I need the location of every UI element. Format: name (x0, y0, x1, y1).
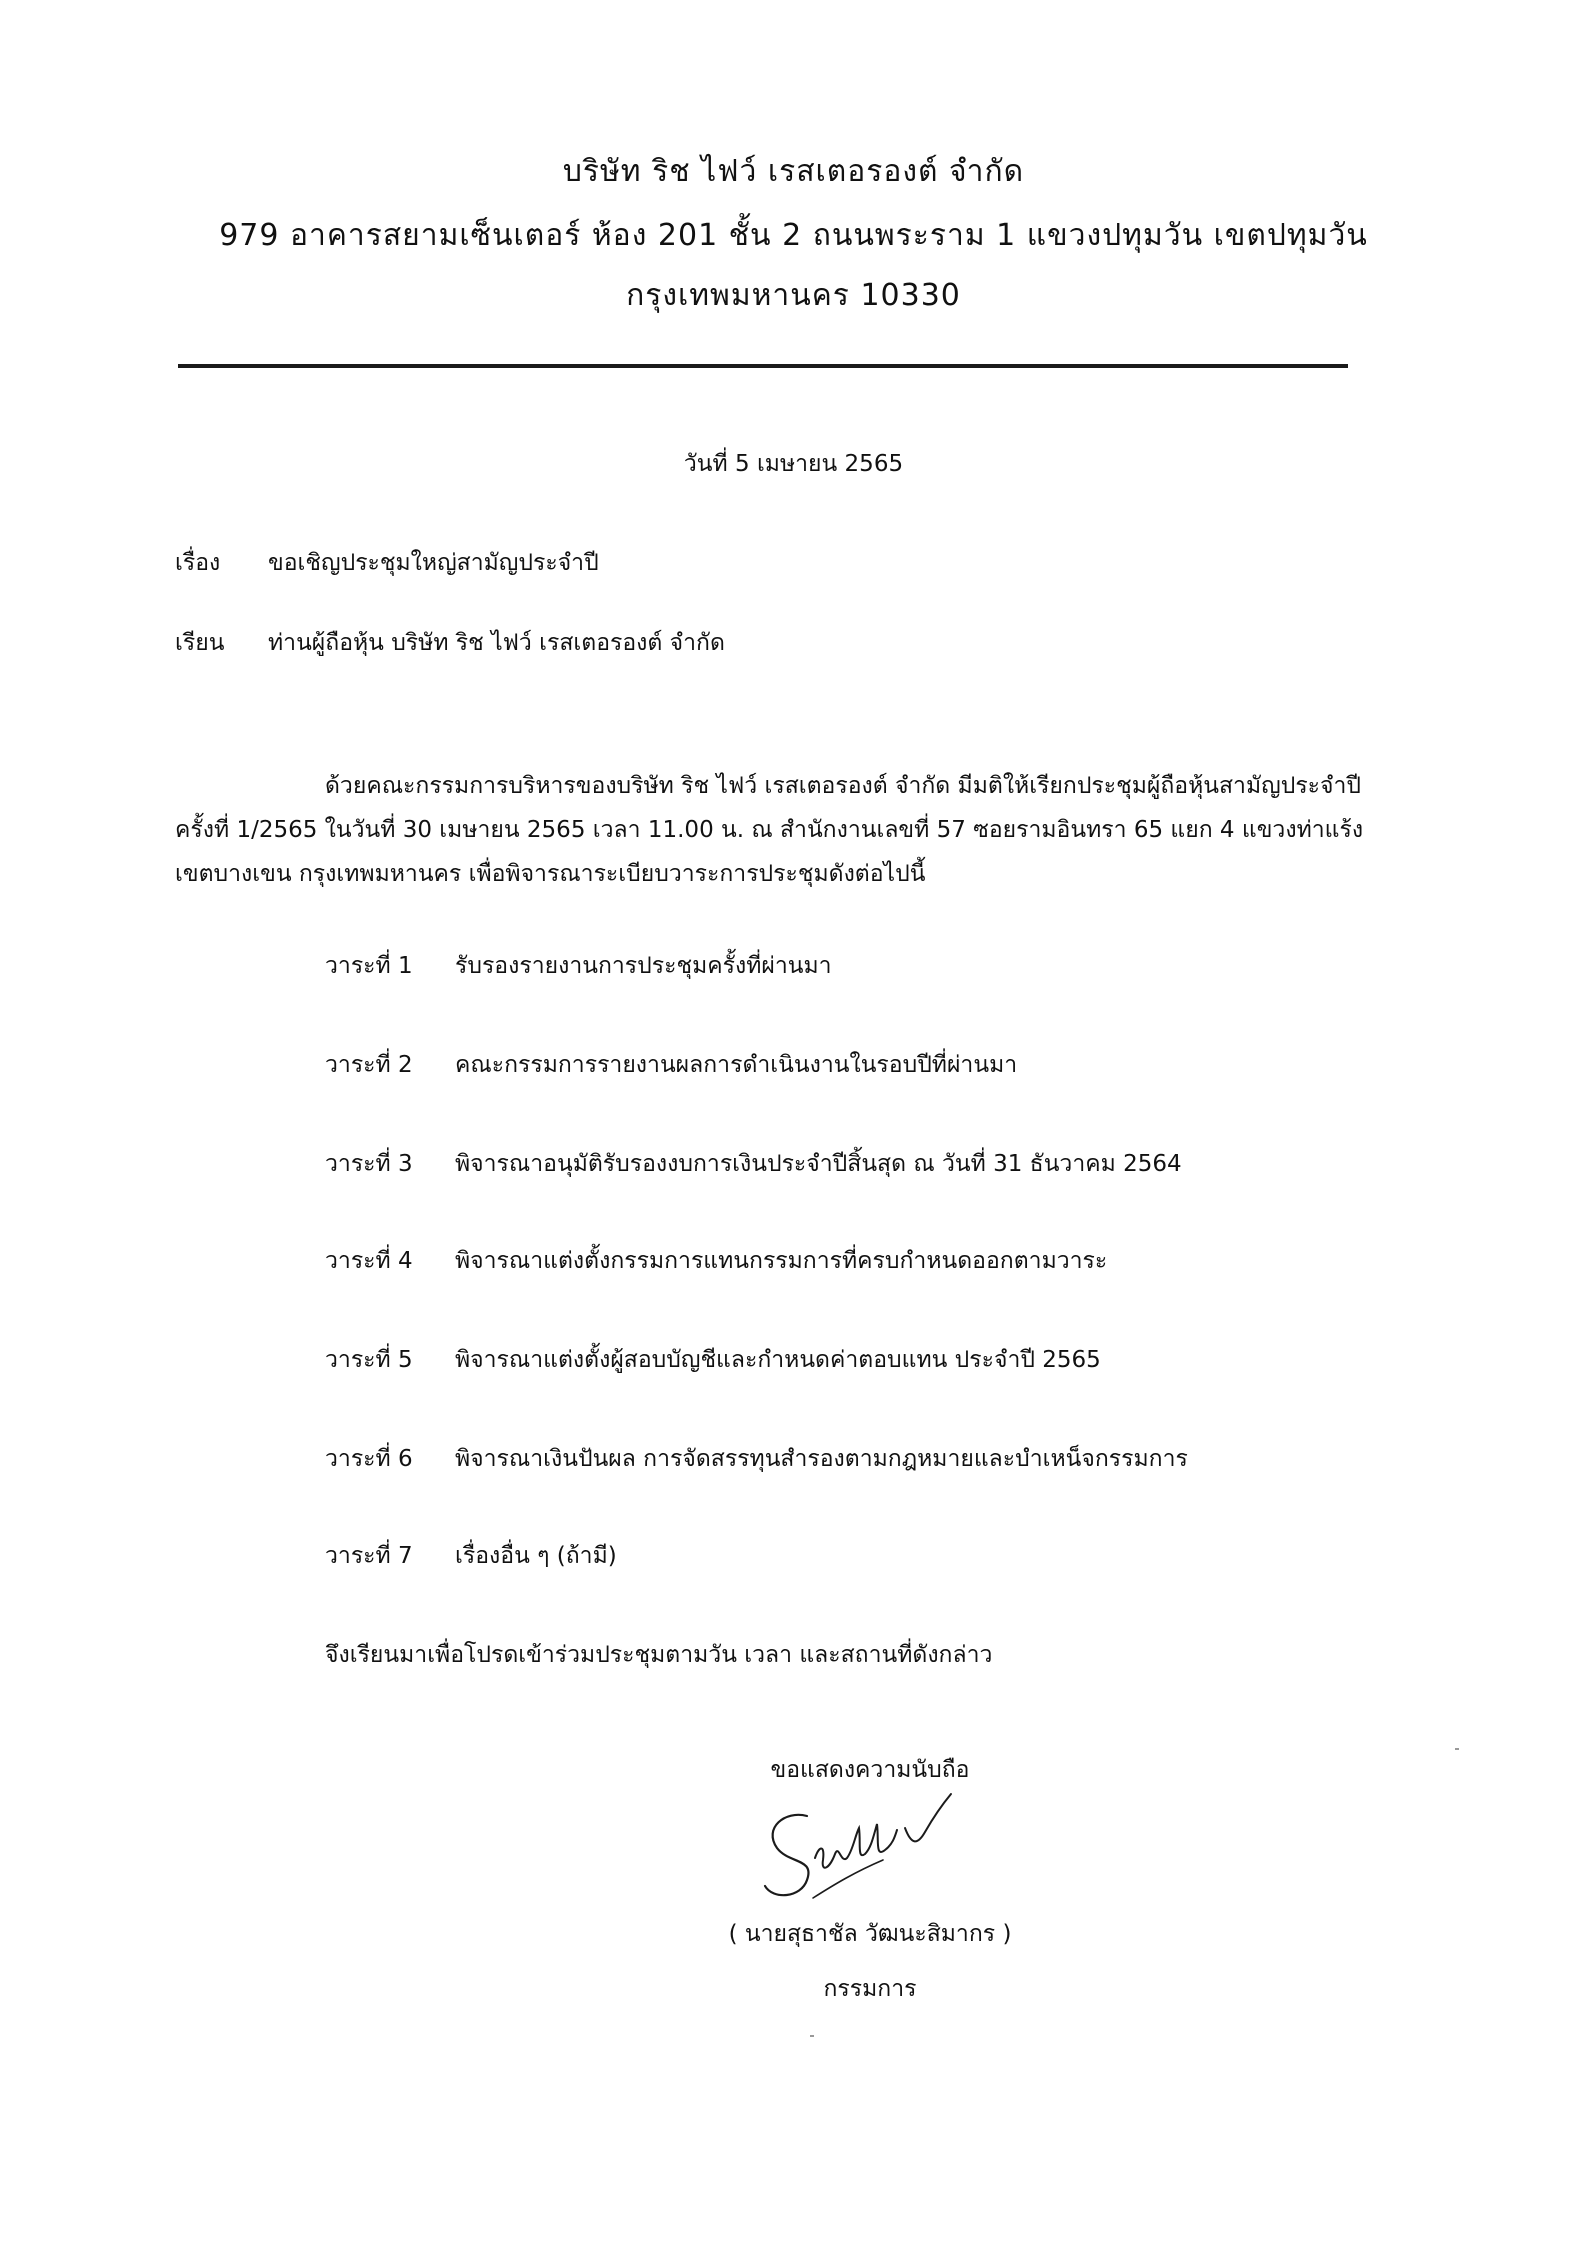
agenda-number: วาระที่ 3 (325, 1151, 413, 1177)
agenda-item-5 (325, 1342, 1101, 1378)
body-paragraph (175, 764, 1475, 896)
agenda-text: พิจารณาแต่งตั้งกรรมการแทนกรรมการที่ครบกำหนดออกตามวาระ (455, 1248, 1108, 1274)
salutation: ขอแสดงความนับถือ (770, 1757, 970, 1783)
agenda-item-4 (325, 1243, 1107, 1279)
scan-speck (810, 2035, 814, 2037)
handwritten-signature (755, 1788, 955, 1918)
company-name: บริษัท ริช ไฟว์ เรสเตอรองต์ จำกัด (562, 154, 1025, 189)
signatory-name: ( นายสุธาชัล วัฒนะสิมากร ) (728, 1921, 1012, 1947)
agenda-text: เรื่องอื่น ๆ (ถ้ามี) (455, 1543, 617, 1569)
agenda-text: พิจารณาแต่งตั้งผู้สอบบัญชีและกำหนดค่าตอบแทน ประจำปี 2565 (455, 1347, 1101, 1373)
letter-date: วันที่ 5 เมษายน 2565 (683, 451, 904, 477)
agenda-item-6 (325, 1441, 1188, 1477)
agenda-number: วาระที่ 4 (325, 1248, 413, 1274)
company-address-line1: 979 อาคารสยามเซ็นเตอร์ ห้อง 201 ชั้น 2 ถนนพระราม 1 แขวงปทุมวัน เขตปทุมวัน (219, 218, 1368, 253)
agenda-number: วาระที่ 2 (325, 1052, 413, 1078)
agenda-item-1 (325, 948, 832, 984)
agenda-item-3 (325, 1146, 1182, 1182)
agenda-number: วาระที่ 5 (325, 1347, 413, 1373)
agenda-text: พิจารณาเงินปันผล การจัดสรรทุนสำรองตามกฎหมายและบำเหน็จกรรมการ (455, 1446, 1188, 1472)
agenda-number: วาระที่ 7 (325, 1543, 413, 1569)
agenda-number: วาระที่ 1 (325, 953, 413, 979)
agenda-text: พิจารณาอนุมัติรับรองงบการเงินประจำปีสิ้นสุด ณ วันที่ 31 ธันวาคม 2564 (455, 1151, 1182, 1177)
company-address-line2: กรุงเทพมหานคร 10330 (626, 278, 961, 313)
subject-label: เรื่อง (175, 550, 221, 576)
body-line-3: เขตบางเขน กรุงเทพมหานคร เพื่อพิจารณาระเบียบวาระการประชุมดังต่อไปนี้ (175, 861, 926, 887)
agenda-text: รับรองรายงานการประชุมครั้งที่ผ่านมา (455, 953, 832, 979)
recipient-value: ท่านผู้ถือหุ้น บริษัท ริช ไฟว์ เรสเตอรองต์ จำกัด (268, 630, 725, 656)
body-line-2: ครั้งที่ 1/2565 ในวันที่ 30 เมษายน 2565 เวลา 11.00 น. ณ สำนักงานเลขที่ 57 ซอยรามอินทรา 65 แยก 4 แขวงท่าแร้ง (175, 817, 1364, 843)
scan-speck (1455, 1748, 1459, 1750)
recipient-label: เรียน (175, 630, 225, 656)
agenda-item-7 (325, 1538, 617, 1574)
signatory-title: กรรมการ (823, 1976, 917, 2002)
letterhead-divider (178, 364, 1348, 368)
agenda-text: คณะกรรมการรายงานผลการดำเนินงานในรอบปีที่ผ่านมา (455, 1052, 1018, 1078)
agenda-item-2 (325, 1047, 1017, 1083)
closing-sentence: จึงเรียนมาเพื่อโปรดเข้าร่วมประชุมตามวัน เวลา และสถานที่ดังกล่าว (325, 1642, 993, 1668)
subject-value: ขอเชิญประชุมใหญ่สามัญประจำปี (268, 550, 599, 576)
body-line-1: ด้วยคณะกรรมการบริหารของบริษัท ริช ไฟว์ เรสเตอรองต์ จำกัด มีมติให้เรียกประชุมผู้ถือหุ้นสามัญประจำปี (325, 773, 1362, 799)
agenda-number: วาระที่ 6 (325, 1446, 413, 1472)
